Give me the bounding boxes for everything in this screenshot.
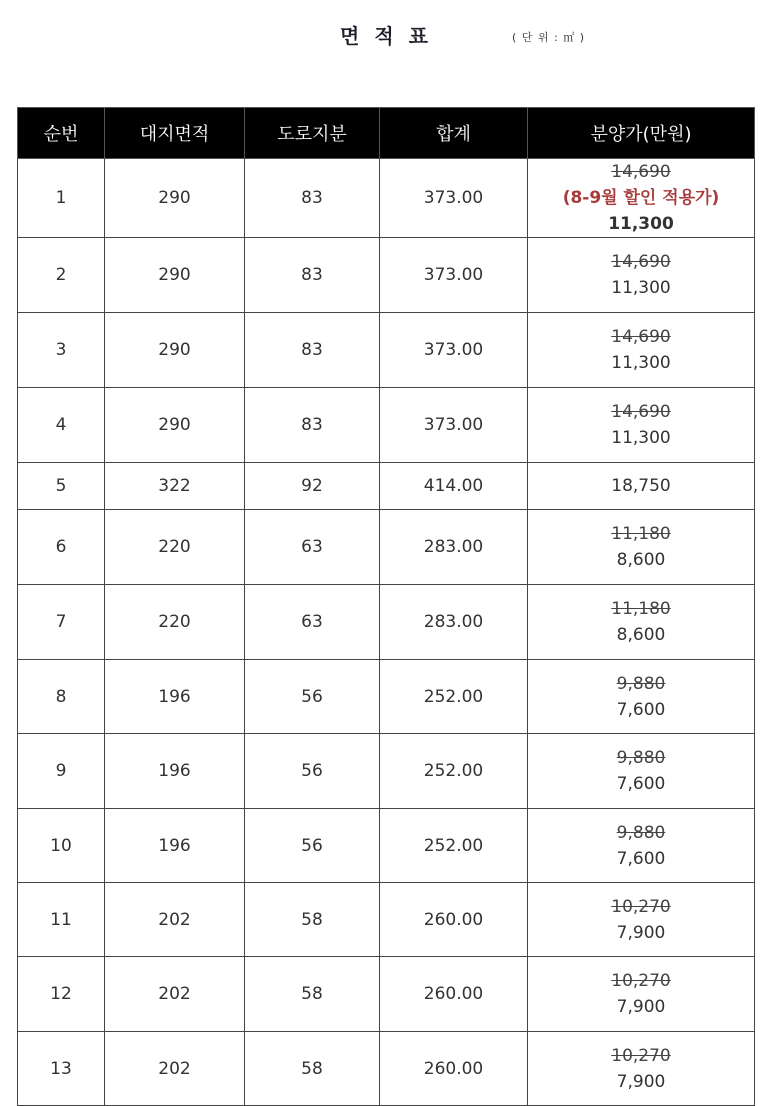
cell-road: 83 — [245, 238, 380, 313]
cell-no: 4 — [18, 388, 105, 463]
table-row — [18, 159, 755, 238]
sale-price: 8,600 — [616, 625, 666, 645]
cell-price — [528, 159, 755, 238]
table-row — [18, 238, 755, 313]
cell-land: 322 — [105, 463, 245, 510]
table-row — [18, 313, 755, 388]
header-price: 분양가(만원) — [528, 108, 755, 159]
original-price: 9,880 — [616, 748, 666, 768]
sale-price: 7,600 — [616, 774, 666, 794]
sale-price-line — [528, 185, 754, 237]
cell-total: 252.00 — [380, 660, 528, 734]
cell-no: 3 — [18, 313, 105, 388]
cell-road: 63 — [245, 510, 380, 585]
sale-price-line — [528, 275, 754, 301]
sale-price: 7,600 — [616, 848, 666, 869]
sale-price-line — [528, 473, 754, 499]
table-row — [18, 1032, 755, 1106]
area-table — [17, 107, 755, 1106]
cell-land: 290 — [105, 159, 245, 238]
table-row — [18, 510, 755, 585]
sale-price-line — [528, 771, 754, 797]
header-road-share: 도로지분 — [245, 108, 380, 159]
cell-no: 5 — [18, 463, 105, 510]
header-land-area: 대지면적 — [105, 108, 245, 159]
cell-no: 8 — [18, 660, 105, 734]
sale-price: 7,900 — [616, 997, 666, 1017]
cell-total: 373.00 — [380, 313, 528, 388]
cell-land: 220 — [105, 585, 245, 660]
header-total: 합계 — [380, 108, 528, 159]
cell-price — [528, 463, 755, 510]
sale-price-line — [528, 846, 754, 872]
cell-total: 260.00 — [380, 957, 528, 1032]
discount-label: (8-9월 할인 적용가) — [562, 188, 720, 208]
cell-land: 196 — [105, 660, 245, 734]
cell-total: 373.00 — [380, 159, 528, 238]
sale-price-line — [528, 350, 754, 376]
page-title: 면 적 표 — [340, 24, 432, 48]
sale-price: 11,300 — [611, 428, 671, 448]
cell-road: 58 — [245, 883, 380, 957]
original-price: 14,690 — [611, 252, 671, 272]
cell-land: 202 — [105, 1032, 245, 1106]
cell-land: 202 — [105, 957, 245, 1032]
cell-price — [528, 957, 755, 1032]
cell-price — [528, 510, 755, 585]
cell-price — [528, 883, 755, 957]
original-price: 11,180 — [611, 599, 671, 619]
cell-total: 260.00 — [380, 883, 528, 957]
table-row — [18, 463, 755, 510]
cell-land: 290 — [105, 313, 245, 388]
cell-total: 373.00 — [380, 388, 528, 463]
sale-price: 11,300 — [611, 278, 671, 298]
cell-road: 58 — [245, 1032, 380, 1106]
cell-no: 10 — [18, 809, 105, 883]
cell-road: 83 — [245, 388, 380, 463]
cell-no: 11 — [18, 883, 105, 957]
cell-no: 9 — [18, 734, 105, 809]
table-row — [18, 388, 755, 463]
cell-total: 414.00 — [380, 463, 528, 510]
cell-road: 63 — [245, 585, 380, 660]
original-price: 9,880 — [616, 673, 666, 694]
sale-price: 7,900 — [616, 922, 666, 943]
cell-price — [528, 734, 755, 809]
unit-note: ( 단 위 : ㎡ ) — [512, 31, 586, 44]
table-header-row — [18, 108, 755, 159]
original-price: 10,270 — [611, 971, 671, 991]
cell-no: 1 — [18, 159, 105, 238]
sale-price-line — [528, 994, 754, 1020]
original-price: 10,270 — [611, 896, 671, 917]
sale-price: 7,900 — [616, 1071, 666, 1092]
cell-land: 196 — [105, 734, 245, 809]
header-number: 순번 — [18, 108, 105, 159]
table-row — [18, 660, 755, 734]
original-price: 9,880 — [616, 822, 666, 843]
sale-price: 11,300 — [611, 353, 671, 373]
sale-price-line — [528, 920, 754, 946]
cell-road: 58 — [245, 957, 380, 1032]
cell-total: 260.00 — [380, 1032, 528, 1106]
sale-price: 7,600 — [616, 699, 666, 720]
cell-total: 373.00 — [380, 238, 528, 313]
cell-road: 56 — [245, 809, 380, 883]
original-price: 14,690 — [611, 402, 671, 422]
cell-road: 56 — [245, 660, 380, 734]
cell-price — [528, 809, 755, 883]
cell-road: 83 — [245, 159, 380, 238]
cell-no: 2 — [18, 238, 105, 313]
cell-total: 283.00 — [380, 585, 528, 660]
sale-price-line — [528, 425, 754, 451]
cell-road: 92 — [245, 463, 380, 510]
sale-price-line — [528, 697, 754, 723]
cell-road: 56 — [245, 734, 380, 809]
cell-land: 202 — [105, 883, 245, 957]
cell-total: 252.00 — [380, 734, 528, 809]
cell-no: 6 — [18, 510, 105, 585]
cell-price — [528, 238, 755, 313]
cell-price — [528, 1032, 755, 1106]
cell-no: 7 — [18, 585, 105, 660]
original-price: 10,270 — [611, 1045, 671, 1066]
original-price: 14,690 — [611, 327, 671, 347]
cell-road: 83 — [245, 313, 380, 388]
cell-price — [528, 585, 755, 660]
table-row — [18, 734, 755, 809]
table-row — [18, 585, 755, 660]
cell-land: 290 — [105, 238, 245, 313]
table-row — [18, 809, 755, 883]
original-price: 14,690 — [611, 162, 671, 182]
cell-no: 12 — [18, 957, 105, 1032]
cell-price — [528, 388, 755, 463]
cell-land: 220 — [105, 510, 245, 585]
cell-no: 13 — [18, 1032, 105, 1106]
cell-total: 252.00 — [380, 809, 528, 883]
table-row — [18, 957, 755, 1032]
sale-price-line — [528, 547, 754, 573]
sale-price: 18,750 — [611, 476, 671, 496]
cell-price — [528, 660, 755, 734]
sale-price: 11,300 — [608, 214, 674, 234]
cell-total: 283.00 — [380, 510, 528, 585]
cell-land: 196 — [105, 809, 245, 883]
cell-land: 290 — [105, 388, 245, 463]
original-price: 11,180 — [611, 524, 671, 544]
table-row — [18, 883, 755, 957]
sale-price: 8,600 — [616, 550, 666, 570]
sale-price-line — [528, 622, 754, 648]
cell-price — [528, 313, 755, 388]
